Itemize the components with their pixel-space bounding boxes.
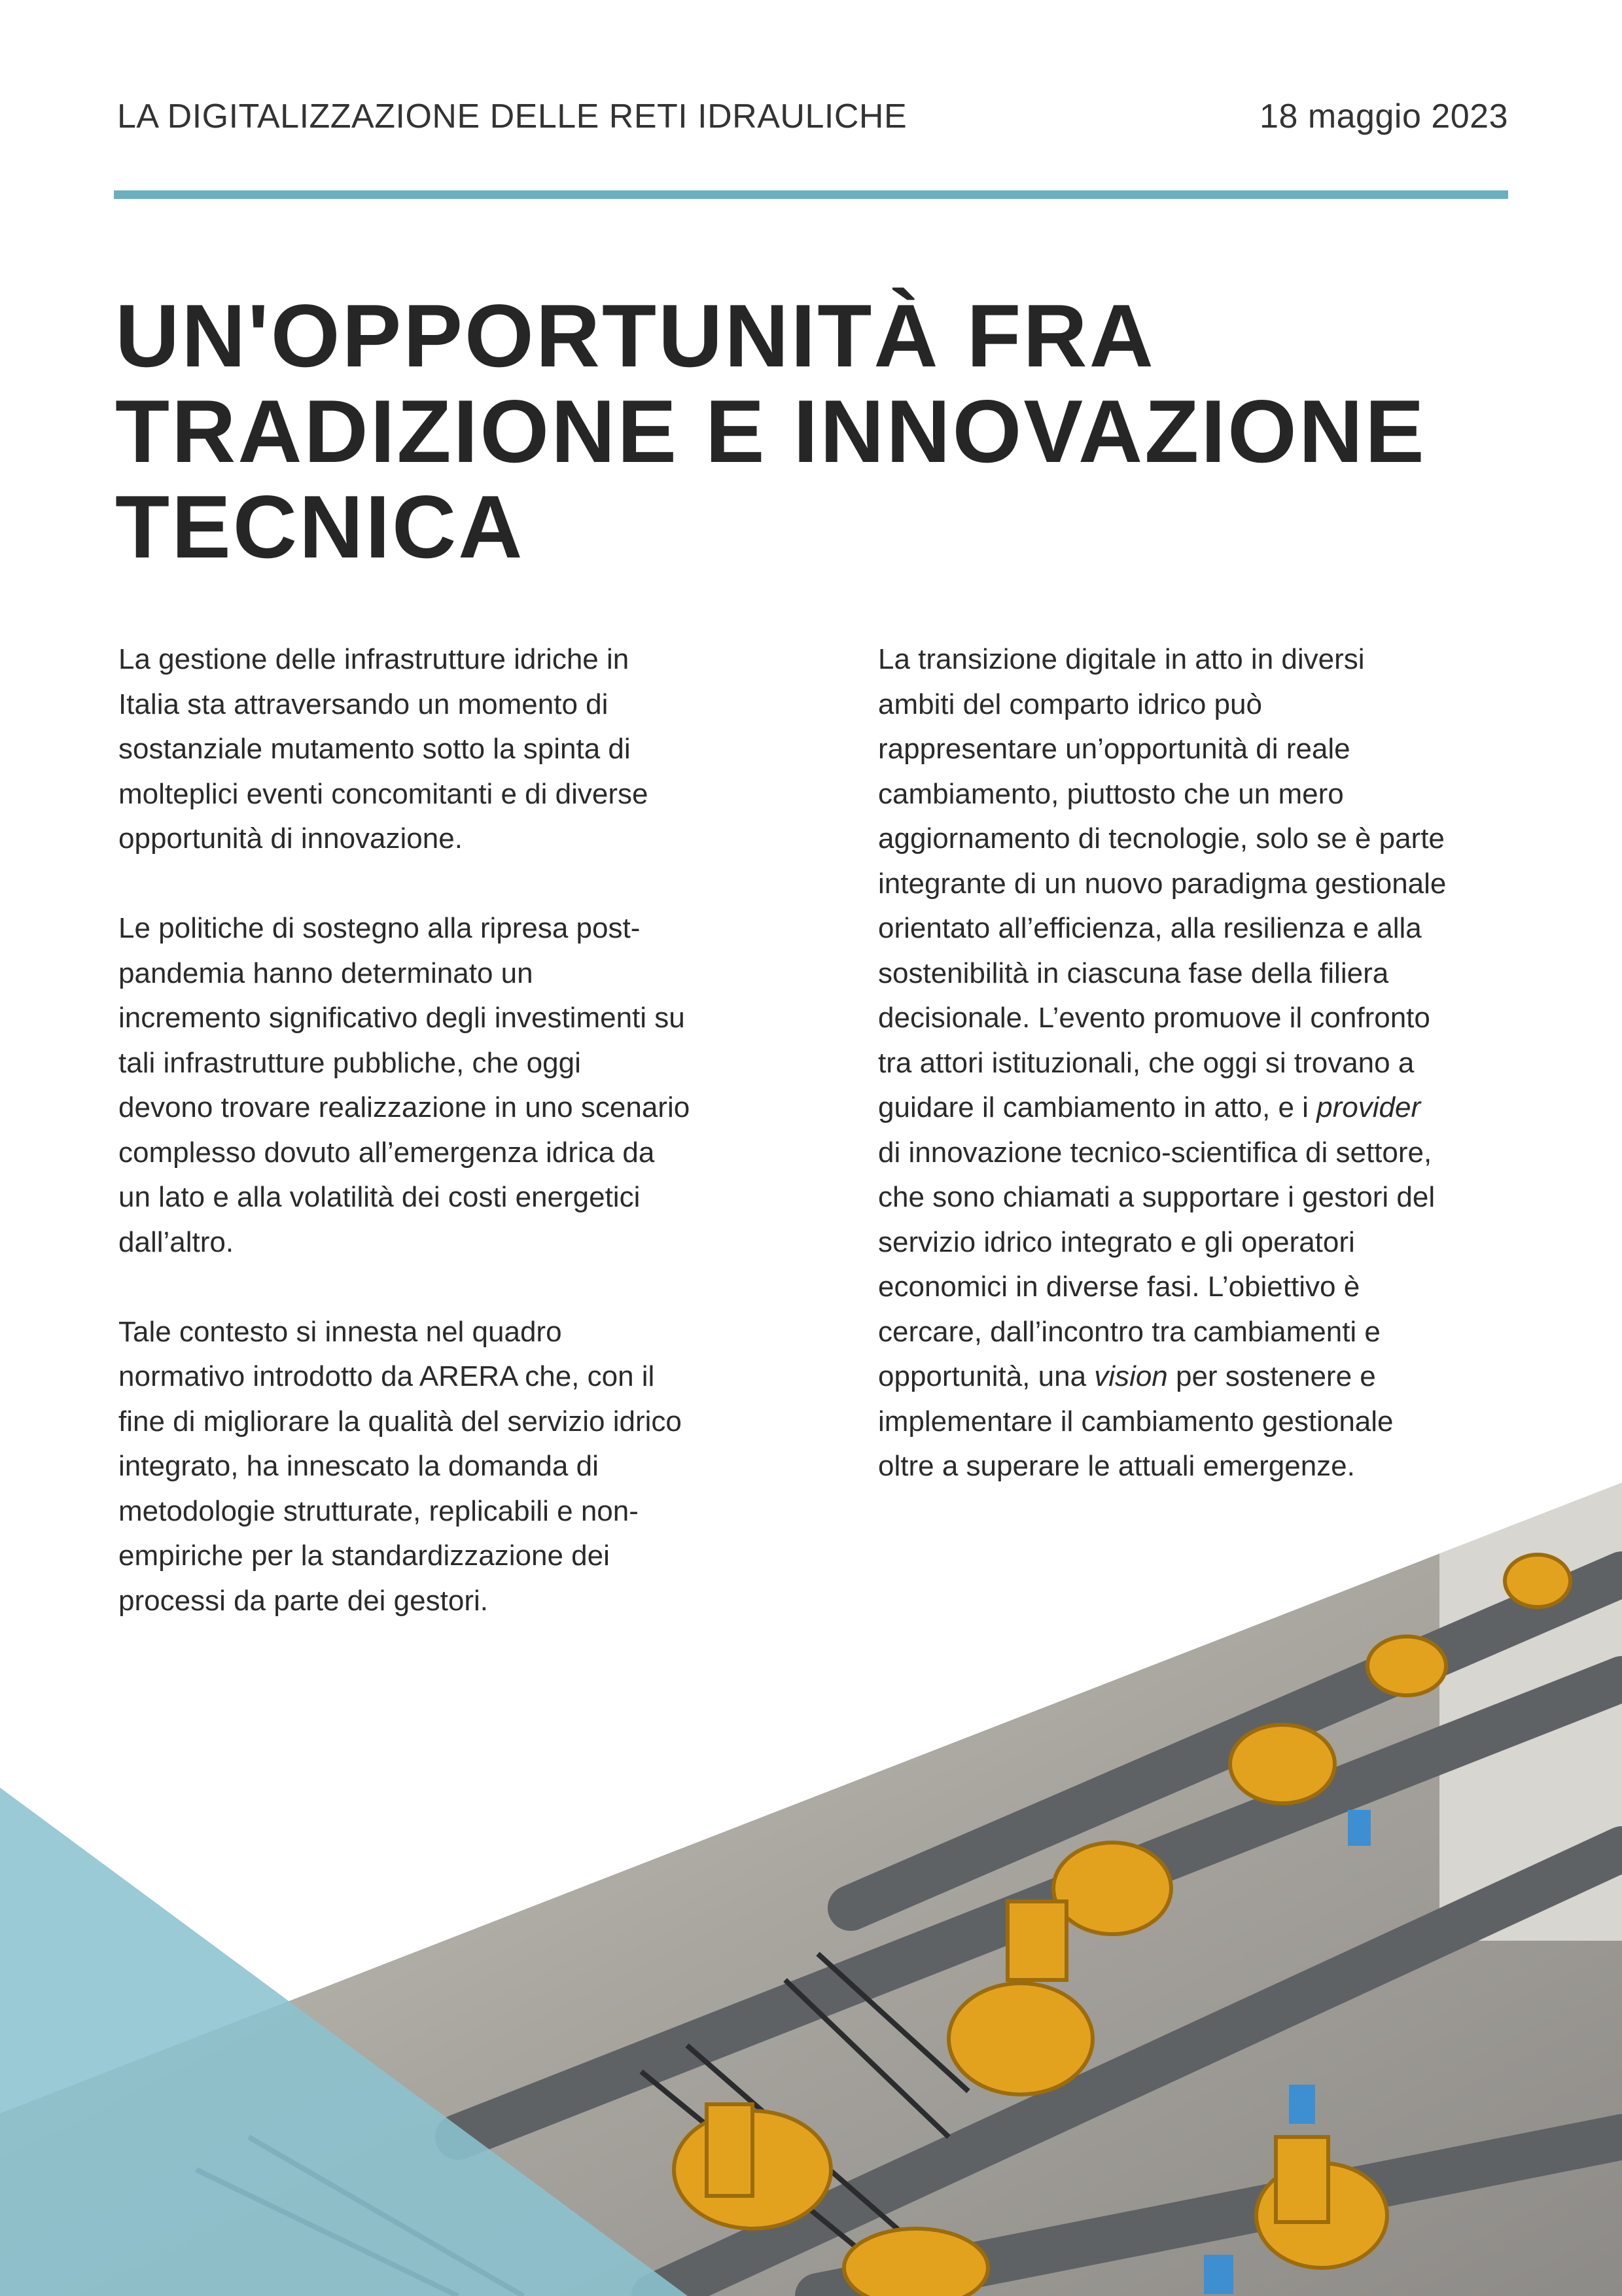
title-line: UN'OPPORTUNITÀ FRA	[115, 286, 1155, 385]
body-column-right	[878, 637, 1446, 1489]
paragraph-gap	[118, 1265, 690, 1310]
body-text-line: empiriche per la standardizzazione dei	[118, 1540, 610, 1572]
document-date: 18 maggio 2023	[1260, 97, 1508, 135]
body-text-line: Tale contesto si innesta nel quadro	[118, 1315, 562, 1348]
body-text-line: integrante di un nuovo paradigma gestionale	[878, 867, 1447, 900]
body-text-line: che sono chiamati a supportare i gestori del	[878, 1181, 1436, 1213]
title-line: TECNICA	[115, 477, 525, 576]
header-divider	[114, 190, 1508, 199]
body-text-line: decisionale. L’evento promuove il confronto	[878, 1002, 1430, 1034]
body-text-line: rappresentare un’opportunità di reale	[878, 733, 1350, 765]
body-text-line: tali infrastrutture pubbliche, che oggi	[118, 1046, 581, 1079]
body-text-line: La gestione delle infrastrutture idriche in	[118, 643, 629, 675]
emphasized-term: vision	[1094, 1360, 1168, 1392]
page-title	[115, 288, 1426, 574]
body-text-line: molteplici eventi concomitanti e di diverse	[118, 777, 648, 810]
paragraph-gap	[118, 862, 690, 907]
body-text-line: di innovazione tecnico-scientifica di settore,	[878, 1136, 1432, 1169]
body-text-line: normativo introdotto da ARERA che, con il	[118, 1360, 655, 1392]
body-text-line: un lato e alla volatilità dei costi energetici	[118, 1181, 641, 1213]
emphasized-term: provider	[1316, 1091, 1421, 1123]
body-text-line: tra attori istituzionali, che oggi si trovano a	[878, 1046, 1415, 1079]
body-text-line: Italia sta attraversando un momento di	[118, 688, 608, 720]
body-text-line: processi da parte dei gestori.	[118, 1584, 488, 1617]
body-text-line: ambiti del comparto idrico può	[878, 688, 1262, 720]
body-text-line: pandemia hanno determinato un	[118, 957, 533, 989]
body-text-line: opportunità, una vision per sostenere e	[878, 1360, 1376, 1392]
body-text-line: dall’altro.	[118, 1226, 234, 1258]
pumping-station-photo	[0, 1483, 1622, 2296]
body-text-line: aggiornamento di tecnologie, solo se è parte	[878, 822, 1445, 855]
body-text-line: fine di migliorare la qualità del servizio idrico	[118, 1405, 682, 1438]
body-text-line: Le politiche di sostegno alla ripresa post-	[118, 912, 641, 944]
body-text-line: metodologie strutturate, replicabili e non-	[118, 1494, 639, 1527]
body-text-line: complesso dovuto all’emergenza idrica da	[118, 1136, 655, 1169]
body-text-line: servizio idrico integrato e gli operatori	[878, 1226, 1355, 1258]
body-text-line: opportunità di innovazione.	[118, 822, 463, 855]
body-text-line: sostenibilità in ciascuna fase della filiera	[878, 957, 1389, 989]
document-series-title: LA DIGITALIZZAZIONE DELLE RETI IDRAULICHE	[117, 97, 908, 135]
title-line: TRADIZIONE E INNOVAZIONE	[115, 381, 1426, 481]
body-column-left	[118, 637, 690, 1623]
body-text-line: guidare il cambiamento in atto, e i provider	[878, 1091, 1421, 1123]
body-text-line: integrato, ha innescato la domanda di	[118, 1450, 599, 1482]
body-text-line: cambiamento, piuttosto che un mero	[878, 777, 1344, 810]
body-text-line: incremento significativo degli investimenti su	[118, 1002, 685, 1034]
body-text-line: oltre a superare le attuali emergenze.	[878, 1450, 1355, 1482]
body-text-line: economici in diverse fasi. L’obiettivo è	[878, 1271, 1360, 1303]
body-text-line: La transizione digitale in atto in diversi	[878, 643, 1365, 675]
body-text-line: cercare, dall’incontro tra cambiamenti e	[878, 1315, 1381, 1348]
body-text-line: implementare il cambiamento gestionale	[878, 1405, 1394, 1438]
body-text-line: sostanziale mutamento sotto la spinta di	[118, 733, 631, 765]
body-text-line: orientato all’efficienza, alla resilienza e alla	[878, 912, 1422, 944]
body-text-line: devono trovare realizzazione in uno scenario	[118, 1091, 690, 1123]
